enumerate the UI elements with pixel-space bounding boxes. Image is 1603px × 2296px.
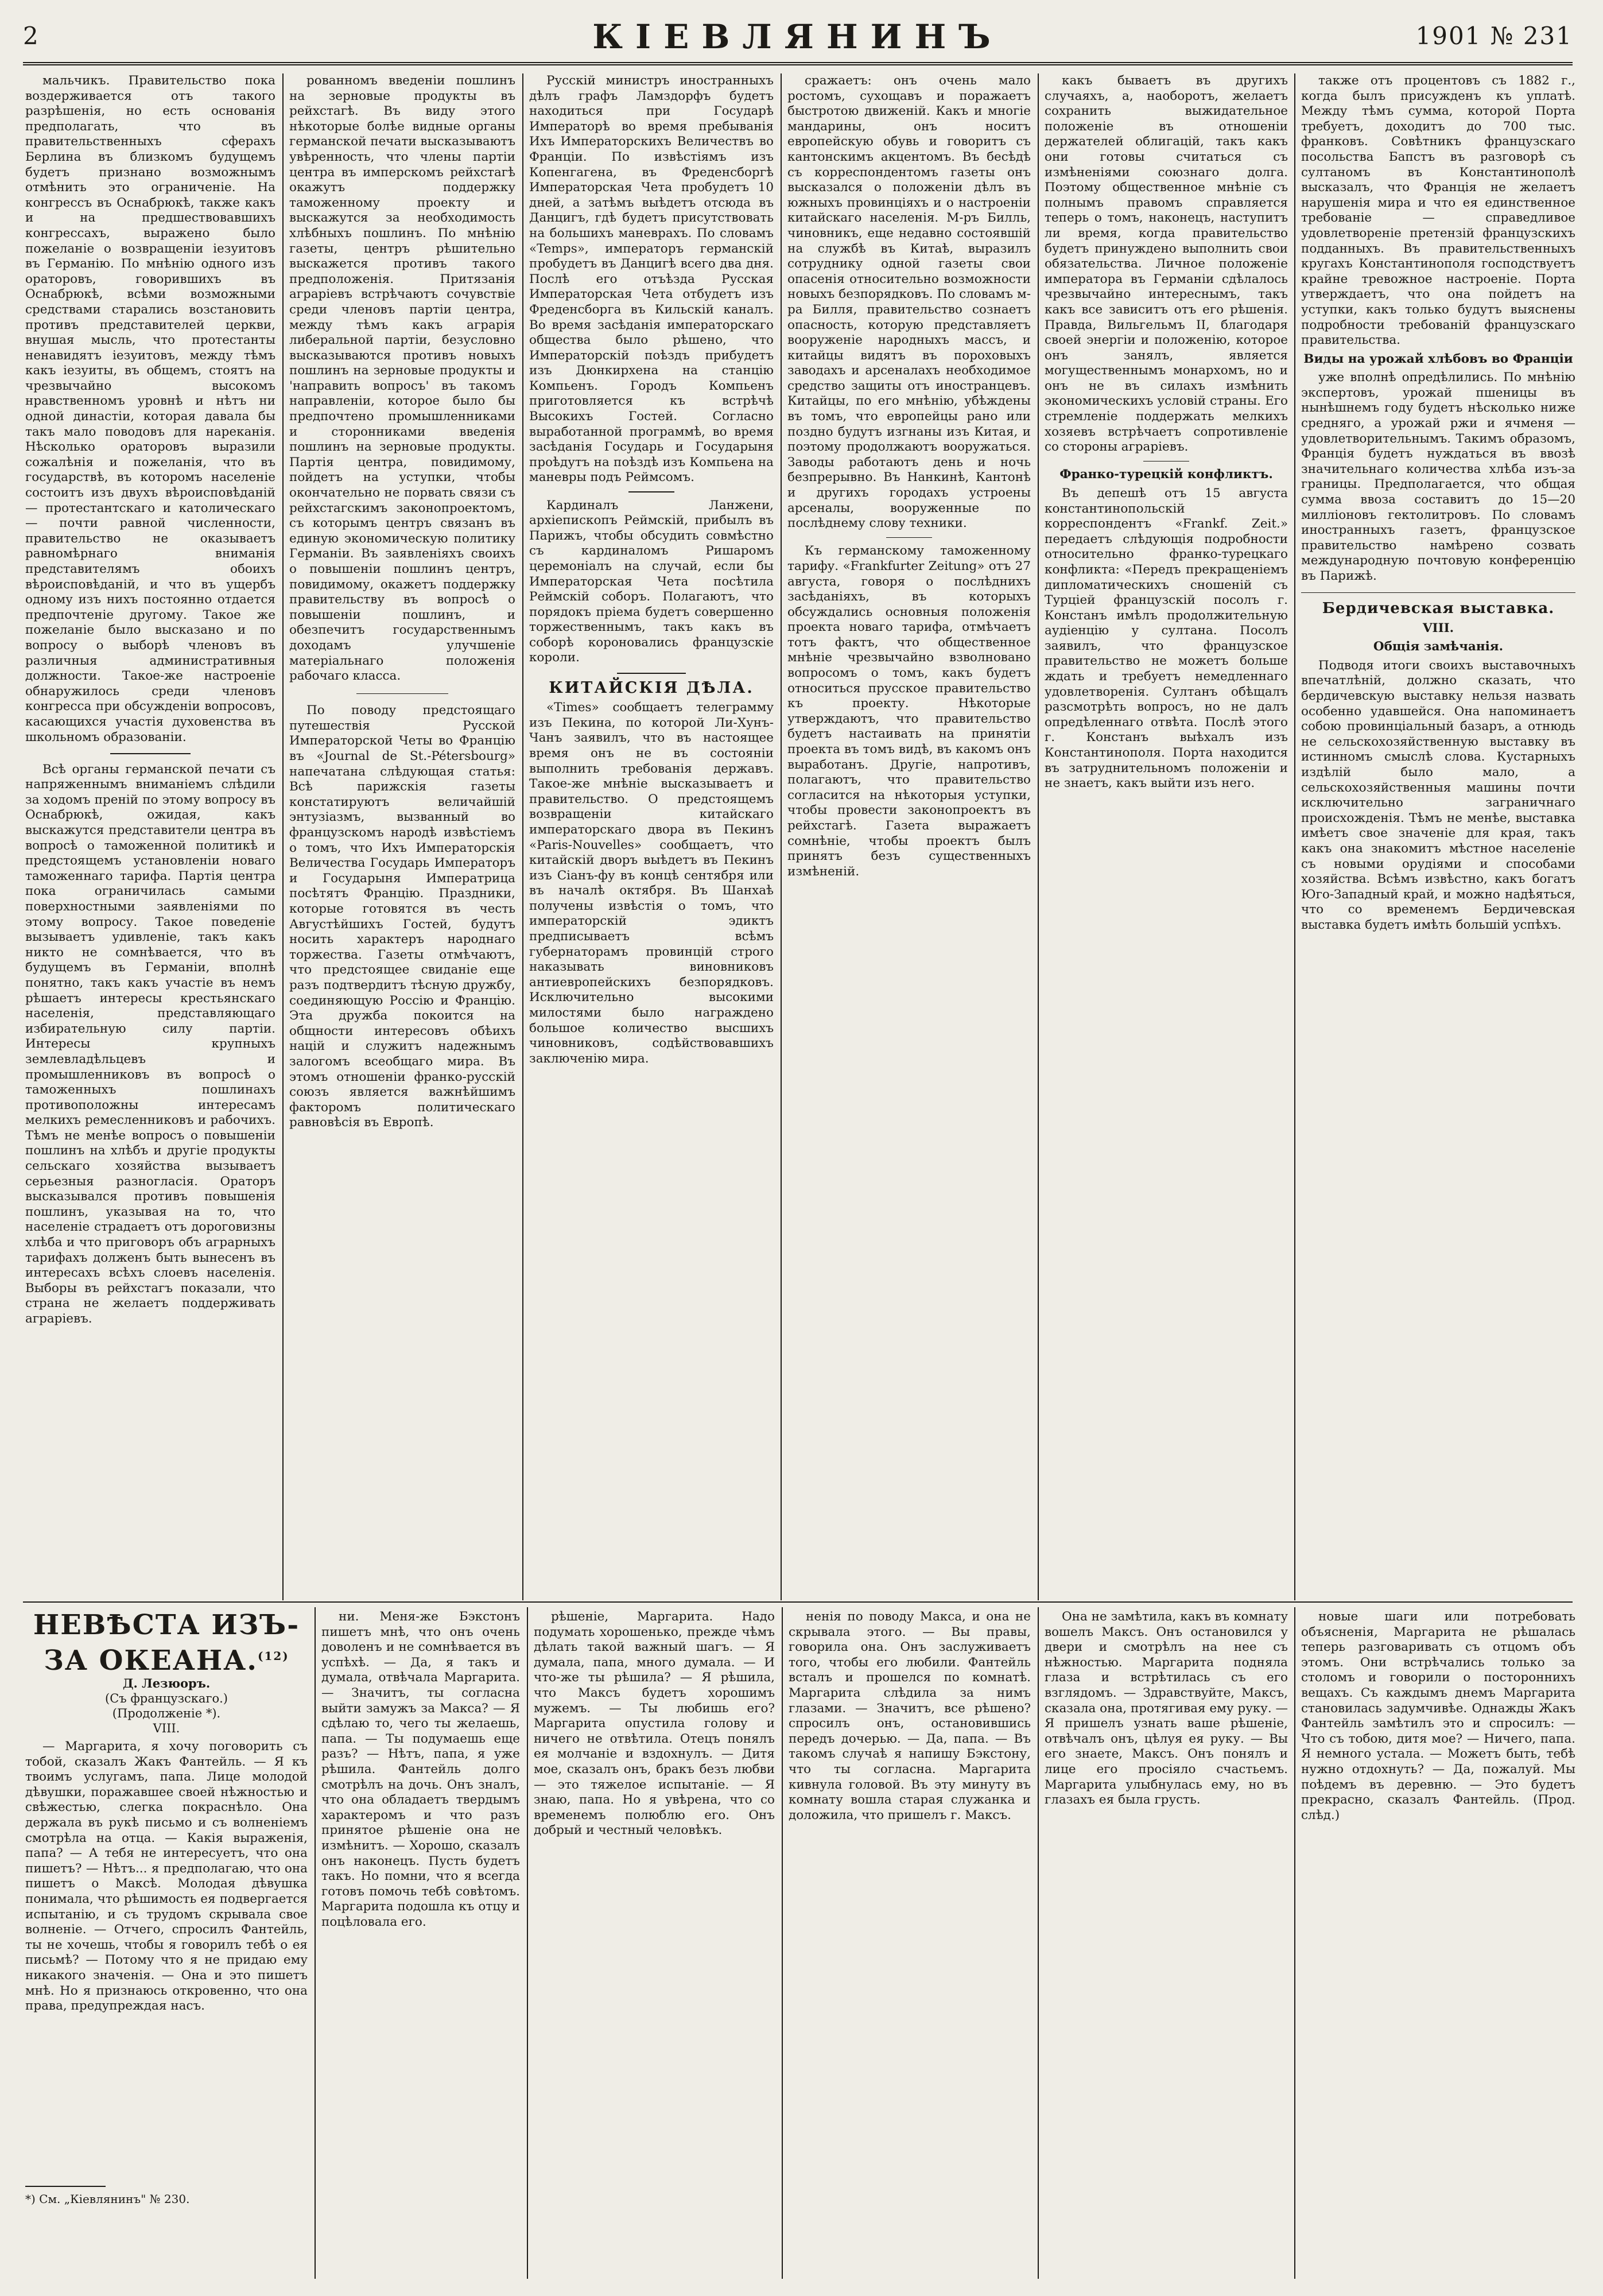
feuilleton-heading (25, 1609, 308, 1736)
article-text: также отъ процентовъ съ 1882 г., когда былъ присужденъ къ уплатѣ. Между тѣмъ сумма, которой Порта требуетъ, доходитъ до 700 тыс. франковъ. Совѣтникъ французскаго посольства Бапстъ въ разговорѣ съ султаномъ въ Константинополѣ высказалъ, что Франція не желаетъ нарушенія мира и что ея единственное требованіе — справедливое удовлетвореніе претензій французскихъ подданныхъ. Въ правительственныхъ кругахъ Константинополя господствуетъ крайне тревожное настроеніе. Порта утверждаетъ, что она пойдетъ на уступки, какъ только будутъ выяснены подробности требованій французскаго правительства. (1301, 73, 1575, 348)
feuilleton-text: ненія по поводу Макса, и она не скрывала этого. — Вы правы, говорила она. Онъ заслуживаетъ того, чтобы его любили. Фантейль всталъ и прошелся по комнатѣ. Маргарита слѣдила за нимъ глазами. — Значитъ, все рѣшено? спросилъ онъ, остановившись передъ дочерью. — Да, папа. — Въ такомъ случаѣ я напишу Бэкстону, что ты согласна. Маргарита кивнула головой. Въ эту минуту въ комнату вошла старая служанка и доложила, что пришелъ г. Максъ. (789, 1609, 1031, 1822)
column-rule (1294, 1607, 1295, 2279)
column-rule (527, 1607, 528, 2279)
column-rule (282, 73, 284, 1600)
feuilleton-title: НЕВѢСТА ИЗЪ-ЗА ОКЕАНА. (33, 1609, 300, 1677)
section-heading: Виды на урожай хлѣбовъ во Франціи (1303, 351, 1573, 366)
feuilleton-note: (12) (257, 1649, 289, 1663)
column-1 (25, 73, 275, 1595)
column-rule (781, 73, 782, 1600)
column-rule (315, 1607, 316, 2279)
column-rule (782, 1607, 783, 2279)
column-2 (289, 73, 515, 1595)
column-rule (1294, 73, 1295, 1600)
feuilleton-column-4 (789, 1609, 1031, 2275)
article-text: По поводу предстоящаго путешествія Русской Императорской Четы во Францію въ «Journal de St.-Pétersbourg» напечатана слѣдующая статья: Всѣ парижскія газеты констатируютъ величайшій энтузіазмъ, вызванный во французскомъ народѣ извѣстіемъ о томъ, что Ихъ Императорскія Величества Государь Императоръ и Государыня Императрица посѣтятъ Францію. Праздники, которые готовятся въ честь Августѣйшихъ Гостей, будутъ носить характеръ народнаго торжества. Газеты отмѣчаютъ, что предстоящее свиданіе еще разъ подтвердитъ тѣсную дружбу, соединяющую Россію и Францію. Эта дружба покоится на общности интересовъ обѣихъ націй и служитъ надежнымъ залогомъ всеобщаго мира. Въ этомъ отношеніи франко-русскій союзъ является важнѣйшимъ факторомъ политическаго равновѣсія въ Европѣ. (289, 703, 515, 1130)
section-divider (356, 693, 448, 695)
feuilleton-column-5 (1045, 1609, 1288, 2275)
column-rule (1038, 73, 1039, 1600)
column-rule (522, 73, 523, 1600)
feuilleton-author: Д. Лезюоръ. (122, 1676, 211, 1690)
article-text: Подводя итоги своихъ выставочныхъ впечатлѣній, должно сказать, что бердичевскую выставку нельзя назвать особенно удавшейся. Она напоминаетъ собою провинціальный базаръ, а отнюдь не сельскохозяйственную выставку въ истинномъ смыслѣ слова. Кустарныхъ издѣлій было мало, а сельскохозяйственныя машины почти исключительно заграничнаго происхожденія. Тѣмъ не менѣе, выставка имѣетъ свое значеніе для края, такъ какъ она знакомитъ мѣстное населеніе съ новыми орудіями и способами хозяйства. Всѣмъ извѣстно, какъ богатъ Юго-Западный край, и можно надѣяться, что со временемъ Бердичевская выставка будетъ имѣть большій успѣхъ. (1301, 658, 1575, 932)
section-divider (110, 753, 191, 754)
article-text: Въ депешѣ отъ 15 августа константинопольскій корреспондентъ «Frankf. Zeit.» передаетъ слѣдующія подробности относительно франко-турецкаго конфликта: «Передъ прекращеніемъ дипломатическихъ сношеній съ Турціей французскій посолъ г. Констанъ имѣлъ продолжительную аудіенцію у султана. Посолъ заявилъ, что французское правительство не можетъ больше ждать и требуетъ немедленнаго удовлетворенія. Султанъ обѣщалъ разсмотрѣть вопросъ, но не далъ опредѣленнаго отвѣта. Послѣ этого г. Констанъ выѣхалъ изъ Константинополя. Порта находится въ затруднительномъ положеніи и не знаетъ, какъ выйти изъ него. (1045, 486, 1288, 791)
footnote: *) См. „Кіевлянинъ" № 230. (25, 2192, 190, 2206)
page-number: 2 (23, 22, 38, 50)
feuilleton-text: новые шаги или потребовать объясненія, Маргарита не рѣшалась теперь разговаривать съ отцомъ объ этомъ. Они встрѣчались только за столомъ и говорили о постороннихъ вещахъ. Съ каждымъ днемъ Маргарита становилась задумчивѣе. Однажды Жакъ Фантейль замѣтилъ это и спросилъ: — Что съ тобою, дитя мое? — Ничего, папа. Я немного устала. — Можетъ быть, тебѣ нужно отдохнуть? — Да, пожалуй. Мы поѣдемъ въ деревню. — Это будетъ прекрасно, сказалъ Фантейль. (Прод. слѣд.) (1301, 1609, 1575, 1822)
feuilleton-translation: (Съ французскаго.) (105, 1692, 228, 1705)
article-text: Кардиналъ Ланжени, архіепископъ Реймскій, прибылъ въ Парижъ, чтобы обсудить совмѣстно съ кардиналомъ Ришаромъ церемоніалъ на случай, если бы Императорская Чета посѣтила Реймскій соборъ. Полагаютъ, что порядокъ пріема будетъ совершенно торжественнымъ, такъ какъ въ соборѣ короновались французскіе короли. (529, 498, 774, 665)
feuilleton-text: Она не замѣтила, какъ въ комнату вошелъ Максъ. Онъ остановился у двери и смотрѣлъ на нее съ нѣжностью. Маргарита подняла глаза и встрѣтилась съ его взглядомъ. — Здравствуйте, Максъ, сказала она, протягивая ему руку. — Я пришелъ узнать ваше рѣшеніе, отвѣчалъ онъ, цѣлуя ея руку. — Вы его знаете, Максъ. Онъ понялъ и лице его просіяло счастьемъ. Маргарита улыбнулась ему, но въ глазахъ ея была грусть. (1045, 1609, 1288, 1808)
column-6 (1301, 73, 1575, 1595)
column-rule (1038, 1607, 1039, 2279)
column-3 (529, 73, 774, 1595)
section-number: VIII. (1422, 620, 1454, 635)
footnote-divider (25, 2186, 106, 2187)
section-heading: Бердичевская выставка. (1322, 600, 1555, 618)
section-heading: Франко-турецкій конфликтъ. (1059, 467, 1273, 482)
issue-number: 1901 № 231 (1415, 22, 1573, 50)
feuilleton-divider (23, 1601, 1573, 1603)
article-text: уже вполнѣ опредѣлились. По мнѣнію экспертовъ, урожай пшеницы въ нынѣшнемъ году будетъ нѣсколько ниже средняго, а урожай ржи и ячменя — удовлетворительнымъ. Такимъ образомъ, Франція будетъ нуждаться въ ввозѣ значительнаго количества хлѣба изъ-за границы. Предполагается, что общая сумма ввоза составитъ до 15—20 милліоновъ гектолитровъ. По словамъ иностранныхъ газетъ, французское правительство намѣрено созвать международную почтовую конференцію въ Парижѣ. (1301, 370, 1575, 583)
section-divider (617, 673, 686, 674)
section-divider (1301, 592, 1575, 594)
section-divider (1143, 461, 1189, 462)
section-heading: КИТАЙСКІЯ ДѢЛА. (549, 678, 754, 697)
column-4 (787, 73, 1031, 1595)
feuilleton-column-3 (534, 1609, 775, 2275)
feuilleton-column-1 (25, 1609, 308, 2275)
feuilleton-continuation: (Продолженіе *). (112, 1707, 221, 1720)
feuilleton-text: рѣшеніе, Маргарита. Надо подумать хорошенько, прежде чѣмъ дѣлать такой важный шагъ. — Я думала, папа, много думала. — И что-же ты рѣшила? — Я рѣшила, что Максъ будетъ хорошимъ мужемъ. — Ты любишь его? Маргарита опустила голову и ничего не отвѣтила. Отецъ понялъ ея молчаніе и вздохнулъ. — Дитя мое, сказалъ онъ, бракъ безъ любви — это тяжелое испытаніе. — Я знаю, папа. Но я увѣрена, что со временемъ полюблю его. Онъ добрый и честный человѣкъ. (534, 1609, 775, 1838)
feuilleton-text: ни. Меня-же Бэкстонъ пишетъ мнѣ, что онъ очень доволенъ и не сомнѣвается въ успѣхѣ. — Да, я такъ и думала, отвѣчала Маргарита. — Значитъ, ты согласна выйти замужъ за Макса? — Я сдѣлаю то, чего ты желаешь, папа. — Ты подумаешь еще разъ? — Нѣтъ, папа, я уже рѣшила. Фантейль долго смотрѣлъ на дочь. Онъ зналъ, что она обладаетъ твердымъ характеромъ и что разъ принятое рѣшеніе она не измѣнитъ. — Хорошо, сказалъ онъ наконецъ. Пусть будетъ такъ. Но помни, что я всегда готовъ помочь тебѣ совѣтомъ. Маргарита подошла къ отцу и поцѣловала его. (321, 1609, 520, 1929)
article-text: Всѣ органы германской печати съ напряженнымъ вниманіемъ слѣдили за ходомъ преній по этому вопросу въ Оснабрюкѣ, ожидая, какъ выскажутся представители центра въ вопросѣ о таможенной политикѣ и предстоящемъ установленіи новаго таможеннаго тарифа. Партія центра пока ограничилась самыми поверхностными заявленіями по этому вопросу. Такое поведеніе вызываетъ удивленіе, такъ какъ никто не сомнѣвается, что въ будущемъ въ Германіи, вполнѣ понятно, такъ какъ участіе въ немъ рѣшаетъ интересы крестьянскаго населенія, представляющаго избирательную силу партіи. Интересы крупныхъ землевладѣльцевъ и промышленниковъ въ вопросѣ о таможенныхъ пошлинахъ противоположны интересамъ мелкихъ ремесленниковъ и рабочихъ. Тѣмъ не менѣе вопросъ о повышеніи пошлинъ на хлѣбъ и другіе продукты сельскаго хозяйства вызываетъ серьезныя разногласія. Ораторъ высказывался противъ повышенія пошлинъ, указывая на то, что населеніе страдаетъ отъ дороговизны хлѣба и что приговоръ объ аграрныхъ тарифахъ долженъ быть вынесенъ въ интересахъ всѣхъ слоевъ населенія. Выборы въ рейхстагъ показали, что страна не желаетъ поддерживать аграріевъ. (25, 762, 275, 1326)
article-text: сражаетъ: онъ очень мало ростомъ, сухощавъ и поражаетъ быстротою движеній. Какъ и многіе мандарины, онъ носитъ европейскую обувь и говоритъ съ кантонскимъ акцентомъ. Въ бесѣдѣ съ корреспондентомъ газеты онъ высказался о положеніи дѣлъ въ южныхъ провинціяхъ и о настроеніи китайскаго населенія. М-ръ Билль, чиновникъ, еще недавно состоявшій на службѣ въ Китаѣ, выразилъ сотруднику одной газеты свои опасенія относительно возможности новыхъ безпорядковъ. По словамъ м-ра Билля, правительство сознаетъ опасность, которую представляетъ вооруженіе народныхъ массъ, и китайцы видятъ въ пороховыхъ заводахъ и арсеналахъ необходимое средство защиты отъ иностранцевъ. Китайцы, по его мнѣнію, убѣждены въ томъ, что европейцы рано или поздно будутъ изгнаны изъ Китая, и поэтому продолжаютъ вооружаться. Заводы работаютъ день и ночь безпрерывно. Въ Нанкинѣ, Кантонѣ и другихъ городахъ устроены арсеналы, вооруженные по послѣднему слову техники. (787, 73, 1031, 531)
feuilleton-column-6 (1301, 1609, 1575, 2275)
section-divider (886, 537, 932, 538)
column-5 (1045, 73, 1288, 1595)
article-text: Къ германскому таможенному тарифу. «Frankfurter Zeitung» отъ 27 августа, говоря о послѣднихъ засѣданіяхъ, въ которыхъ обсуждались основныя положенія проекта новаго тарифа, отмѣчаетъ тотъ фактъ, что общественное мнѣніе чрезвычайно взволновано вопросомъ о томъ, какъ будетъ относиться прусское правительство къ проекту. Нѣкоторые утверждаютъ, что правительство будетъ настаивать на принятіи проекта въ томъ видѣ, въ какомъ онъ выработанъ. Другіе, напротивъ, полагаютъ, что правительство согласится на нѣкоторыя уступки, чтобы провести законопроектъ въ рейхстагѣ. Газета выражаетъ сомнѣніе, чтобы проектъ былъ принятъ безъ существенныхъ измѣненій. (787, 544, 1031, 879)
article-text: мальчикъ. Правительство пока воздерживается отъ такого разрѣшенія, но есть основанія предполагать, что въ правительственныхъ сферахъ Берлина въ близкомъ будущемъ будетъ признано возможнымъ отмѣнить это ограниченіе. На конгрессъ въ Оснабрюкѣ, также какъ и на предшествовавшихъ конгрессахъ, выражено было пожеланіе о возвращеніи іезуитовъ въ Германію. По мнѣнію одного изъ ораторовъ, говорившихъ въ Оснабрюкѣ, всѣми возможными средствами старались возстановить противъ представителей церкви, внушая мысль, что протестанты ненавидятъ іезуитовъ, между тѣмъ какъ іезуиты, въ общемъ, стоятъ на чрезвычайно высокомъ нравственномъ уровнѣ и нѣтъ ни одной династіи, которая давала бы такъ мало поводовъ для нареканія. Нѣсколько ораторовъ выразили сожалѣнія и пожеланія, что въ государствѣ, въ которомъ населеніе состоитъ изъ двухъ вѣроисповѣданій — протестантскаго и католическаго — почти равной численности, правительство не оказываетъ равномѣрнаго вниманія представителямъ обоихъ вѣроисповѣданій, и что въ ущербъ одному изъ нихъ постоянно отдается предпочтеніе другому. Такое же пожеланіе было высказано и по вопросу о выборѣ членовъ въ различныя административныя должности. Такое-же настроеніе обнаружилось среди членовъ конгресса при обсужденіи вопросовъ, касающихся участія духовенства въ школьномъ образованіи. (25, 73, 275, 744)
article-text: Русскій министръ иностранныхъ дѣлъ графъ Ламздорфъ будетъ находиться при Государѣ Императорѣ во время пребыванія Ихъ Императорскихъ Величествъ во Франціи. По извѣстіямъ изъ Копенгагена, въ Фреденсборгѣ Императорская Чета пробудетъ 10 дней, а затѣмъ выѣдетъ отсюда въ Данцигъ, гдѣ будетъ присутствовать на большихъ маневрахъ. По словамъ «Temps», императоръ германскій пробудетъ въ Данцигѣ всего два дня. Послѣ его отъѣзда Русская Императорская Чета отбудетъ изъ Фреденсборга въ Кильскій каналъ. Во время засѣданія императорскаго общества было рѣшено, что Императорскій поѣздъ прибудетъ изъ Дюнкирхена на станцію Компьенъ. Городъ Компьенъ приготовляется къ встрѣчѣ Высокихъ Гостей. Согласно выработанной программѣ, во время засѣданія Государь и Государыня проѣдутъ на поѣздѣ изъ Компьена на маневры подъ Реймсомъ. (529, 73, 774, 485)
article-text: рованномъ введеніи пошлинъ на зерновые продукты въ рейхстагѣ. Въ виду этого нѣкоторые болѣе видные органы германской печати высказываютъ увѣренность, что члены партіи центра въ имперскомъ рейхстагѣ окажутъ поддержку таможенному проекту и выскажутся за необходимость хлѣбныхъ пошлинъ. По мнѣнію газеты, центръ рѣшительно выскажется противъ такого предположенія. Притязанія аграріевъ встрѣчаютъ сочувствіе среди членовъ партіи центра, между тѣмъ какъ аграрія либеральной партіи, безусловно высказываются противъ новыхъ пошлинъ на зерновые продукты и 'направить вопросъ' въ такомъ направленіи, которое было бы предпочтено промышленниками и сторонниками введенія пошлинъ на зерновые продукты. Партія центра, повидимому, пойдетъ на уступки, чтобы окончательно не порвать связи съ рейхстагскимъ законопроектомъ, съ которымъ центръ связанъ въ единую экономическую политику Германіи. Въ заявленіяхъ своихъ о повышеніи пошлинъ центръ, повидимому, окажетъ поддержку правительству въ вопросѣ о повышеніи пошлинъ, и обезпечитъ государственнымъ доходамъ улучшеніе матеріальнаго положенія рабочаго класса. (289, 73, 515, 684)
section-divider (628, 491, 674, 492)
section-subheading: Общія замѣчанія. (1373, 639, 1504, 654)
article-text: какъ бываетъ въ другихъ случаяхъ, а, наоборотъ, желаетъ сохранить выжидательное положеніе въ отношеніи держателей облигацій, такъ какъ они готовы считаться съ измѣненіями союзнаго долга. Поэтому общественное мнѣніе съ полнымъ правомъ справляется теперь о томъ, наконецъ, наступитъ ли время, когда правительство будетъ принуждено выполнить свои обязательства. Личное положеніе императора въ Германіи сдѣлалось чрезвычайно интереснымъ, такъ какъ все зависитъ отъ его рѣшенія. Правда, Вильгельмъ II, благодаря своей энергіи и положенію, которое онъ занялъ, является могущественнымъ монархомъ, но и онъ не въ силахъ измѣнить экономическихъ условій страны. Его стремленіе поддержать мелкихъ хозяевъ встрѣчаетъ сопротивленіе со стороны аграріевъ. (1045, 73, 1288, 455)
article-text: «Times» сообщаетъ телеграмму изъ Пекина, по которой Ли-Хунъ-Чанъ заявилъ, что въ настоящее время онъ не въ состояніи выполнить требованія державъ. Такое-же мнѣніе высказываетъ и правительство. О предстоящемъ возвращеніи китайскаго императорскаго двора въ Пекинъ «Paris-Nouvelles» сообщаетъ, что китайскій дворъ выѣдетъ въ Пекинъ изъ Сіанъ-фу въ концѣ сентября или въ началѣ октября. Въ Шанхаѣ получены извѣстія о томъ, что императорскій эдиктъ предписываетъ всѣмъ губернаторамъ провинцій строго наказывать виновниковъ антиевропейскихъ безпорядковъ. Исключительно высокими милостями было награждено большое количество высшихъ чиновниковъ, содѣйствовавшихъ заключенію мира. (529, 700, 774, 1066)
newspaper-title: КІЕВЛЯНИНЪ (592, 17, 1003, 56)
feuilleton-chapter: VIII. (153, 1721, 180, 1735)
masthead (23, 10, 1573, 65)
feuilleton-text: — Маргарита, я хочу поговорить съ тобой, сказалъ Жакъ Фантейль. — Я къ твоимъ услугамъ, папа. Лице молодой дѣвушки, поражавшее своей нѣжностью и свѣжестью, слегка покраснѣло. Она держала въ рукѣ письмо и съ волненіемъ смотрѣла на отца. — Какія выраженія, папа? — А тебя не интересуетъ, что она пишетъ? — Нѣтъ... я предполагаю, что она пишетъ о Максѣ. Молодая дѣвушка понимала, что рѣшимость ея подвергается испытанію, и съ трудомъ скрывала свое волненіе. — Отчего, спросилъ Фантейль, ты не хочешь, чтобы я говорилъ тебѣ о ея письмѣ? — Потому что я не придаю ему никакого значенія. — Она и это пишетъ мнѣ. Но я признаюсь откровенно, что она права, предупреждая насъ. (25, 1739, 308, 2014)
feuilleton-column-2 (321, 1609, 520, 2275)
